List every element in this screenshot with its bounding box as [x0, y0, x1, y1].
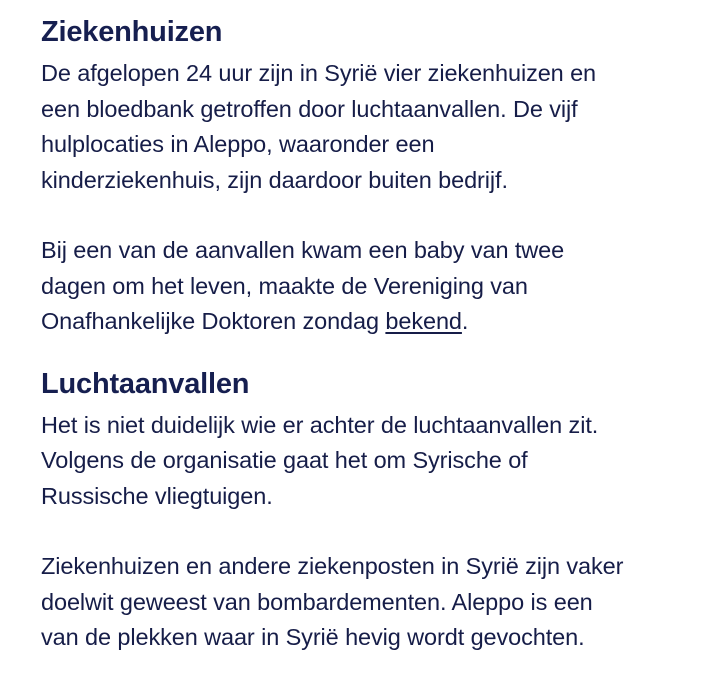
text-line: kinderziekenhuis, zijn daardoor buiten bedrijf.: [41, 166, 508, 193]
text-line: Russische vliegtuigen.: [41, 482, 273, 509]
text-line: Het is niet duidelijk wie er achter de luchtaanvallen zit.: [41, 411, 599, 438]
text-line: doelwit geweest van bombardementen. Aleppo is een: [41, 588, 593, 615]
paragraph-baby-killed: [41, 233, 690, 340]
text-line: dagen om het leven, maakte de Vereniging van: [41, 272, 528, 299]
text-segment: .: [461, 308, 469, 334]
paragraph-unclear-attackers: [41, 408, 690, 515]
text-segment: Onafhankelijke Doktoren zondag: [41, 308, 386, 334]
text-line: Bij een van de aanvallen kwam een baby van twee: [41, 237, 565, 263]
bekend-link[interactable]: bekend: [385, 308, 462, 334]
text-line: een bloedbank getroffen door luchtaanvallen. De vijf: [41, 95, 578, 122]
text-line: De afgelopen 24 uur zijn in Syrië vier ziekenhuizen en: [41, 60, 597, 86]
text-line-with-link: [41, 304, 690, 340]
text-line: Volgens de organisatie gaat het om Syrische of: [41, 447, 528, 473]
paragraph-hospitals-hit: [41, 56, 690, 198]
section-heading-luchtaanvallen: Luchtaanvallen: [41, 367, 250, 400]
text-line: hulplocaties in Aleppo, waaronder een: [41, 131, 435, 157]
text-line: van de plekken waar in Syrië hevig wordt gevochten.: [41, 624, 585, 650]
paragraph-bombardments: [41, 549, 690, 656]
text-line: Ziekenhuizen en andere ziekenposten in Syrië zijn vaker: [41, 553, 624, 579]
section-heading-ziekenhuizen: Ziekenhuizen: [41, 16, 223, 48]
